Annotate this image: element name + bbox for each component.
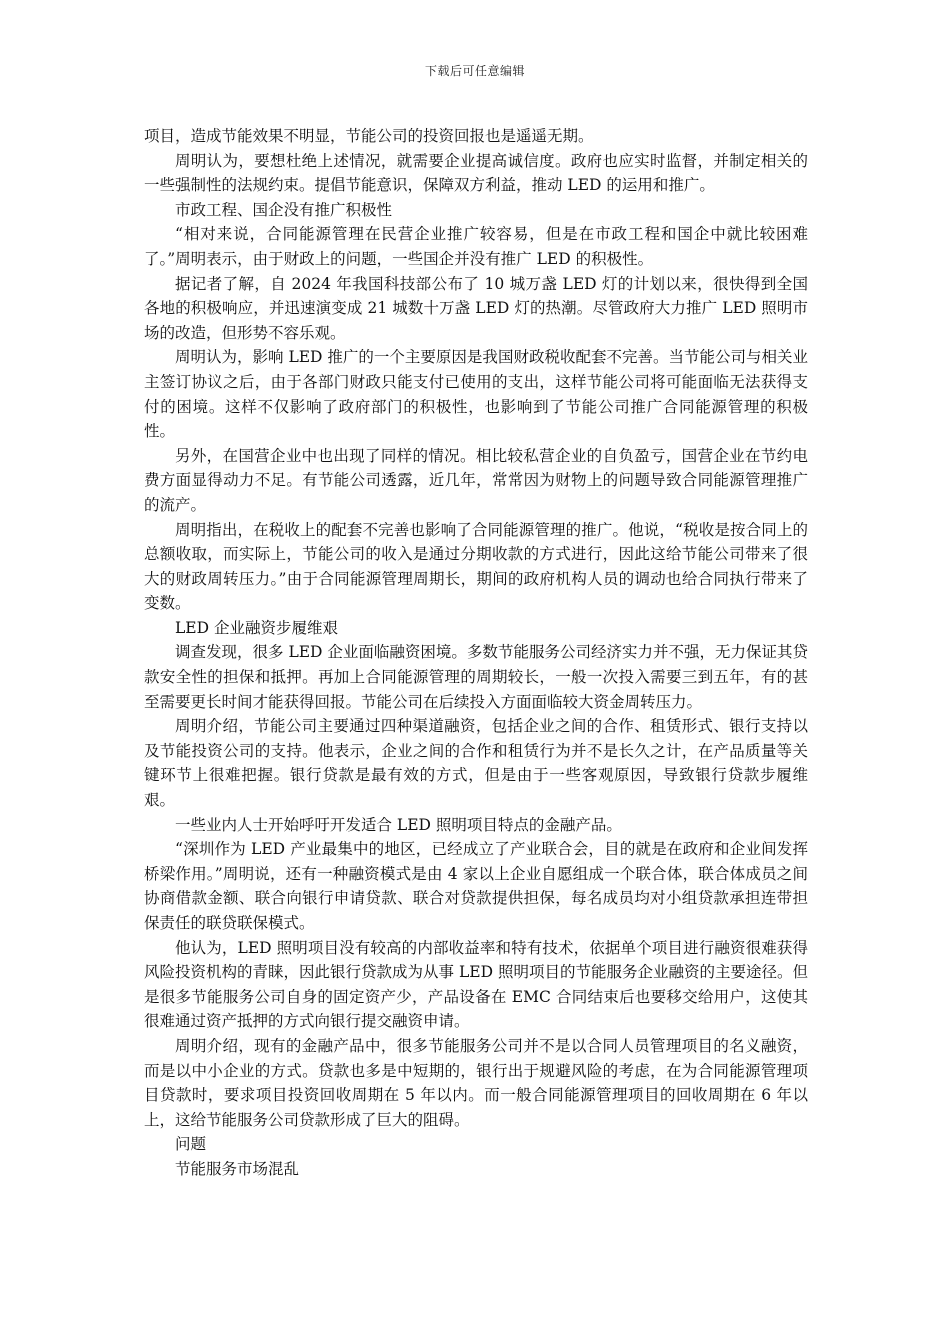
paragraph: 另外，在国营企业中也出现了同样的情况。相比较私营企业的自负盈亏，国营企业在节约电费方面显得动力不足。有节能公司透露，近几年，常常因为财物上的问题导致合同能源管理推广的流产。 bbox=[144, 446, 808, 514]
paragraph: 他认为，LED 照明项目没有较高的内部收益率和特有技术，依据单个项目进行融资很难获得风险投资机构的青睐，因此银行贷款成为从事 LED 照明项目的节能服务企业融资的主要途径。但是很多节能服务公司自身的固定资产少，产品设备在 EMC 合同结束后也要移交给用户，这使其很难通过资产抵押的方式向银行提交融资申请。 bbox=[144, 938, 808, 1031]
paragraph: “相对来说，合同能源管理在民营企业推广较容易，但是在市政工程和国企中就比较困难了。”周明表示，由于财政上的问题，一些国企并没有推广 LED 的积极性。 bbox=[144, 225, 808, 268]
paragraph: 周明认为，影响 LED 推广的一个主要原因是我国财政税收配套不完善。当节能公司与相关业主签订协议之后，由于各部门财政只能支付已使用的支出，这样节能公司将可能面临无法获得支付的困境。这样不仅影响了政府部门的积极性，也影响到了节能公司推广合同能源管理的积极性。 bbox=[144, 348, 808, 441]
paragraph: 周明介绍，现有的金融产品中，很多节能服务公司并不是以合同人员管理项目的名义融资，而是以中小企业的方式。贷款也多是中短期的，银行出于规避风险的考虑，在为合同能源管理项目贷款时，要求项目投资回收周期在 5 年以内。而一般合同能源管理项目的回收周期在 6 年以上，这给节能服务公司贷款形成了巨大的阻碍。 bbox=[144, 1036, 808, 1129]
section-heading: 节能服务市场混乱 bbox=[175, 1159, 300, 1178]
paragraph: 周明指出，在税收上的配套不完善也影响了合同能源管理的推广。他说，“税收是按合同上的总额收取，而实际上，节能公司的收入是通过分期收款的方式进行，因此这给节能公司带来了很大的财政周转压力。”由于合同能源管理周期长，期间的政府机构人员的调动也给合同执行带来了变数。 bbox=[144, 520, 808, 613]
paragraph: 据记者了解，自 2024 年我国科技部公布了 10 城万盏 LED 灯的计划以来，很快得到全国各地的积极响应，并迅速演变成 21 城数十万盏 LED 灯的热潮。尽管政府大力推广 LED 照明市场的改造，但形势不容乐观。 bbox=[144, 274, 808, 342]
paragraph: 调查发现，很多 LED 企业面临融资困境。多数节能服务公司经济实力并不强，无力保证其贷款安全性的担保和抵押。再加上合同能源管理的周期较长，一般一次投入需要三到五年，有的甚至需要更长时间才能获得回报。节能公司在后续投入方面面临较大资金周转压力。 bbox=[144, 643, 808, 711]
paragraph: 周明介绍，节能公司主要通过四种渠道融资，包括企业之间的合作、租赁形式、银行支持以及节能投资公司的支持。他表示，企业之间的合作和租赁行为并不是长久之计，在产品质量等关键环节上很难把握。银行贷款是最有效的方式，但是由于一些客观原因，导致银行贷款步履维艰。 bbox=[144, 717, 808, 810]
paragraph: “深圳作为 LED 产业最集中的地区，已经成立了产业联合会，目的就是在政府和企业间发挥桥梁作用。”周明说，还有一种融资模式是由 4 家以上企业自愿组成一个联合体，联合体成员之间协商借款金额、联合向银行申请贷款、联合对贷款提供担保，每名成员均对小组贷款承担连带担保责任的联贷联保模式。 bbox=[144, 840, 808, 932]
section-heading: 问题 bbox=[175, 1135, 207, 1154]
paragraph-continued: 项目，造成节能效果不明显，节能公司的投资回报也是遥遥无期。 bbox=[144, 127, 594, 145]
paragraph: 周明认为，要想杜绝上述情况，就需要企业提高诚信度。政府也应实时监督，并制定相关的一些强制性的法规约束。提倡节能意识，保障双方利益，推动 LED 的运用和推广。 bbox=[144, 151, 808, 195]
document-body bbox=[144, 124, 808, 1182]
section-heading: 市政工程、国企没有推广积极性 bbox=[175, 200, 393, 219]
section-heading: LED 企业融资步履维艰 bbox=[175, 618, 338, 637]
paragraph: 一些业内人士开始呼吁开发适合 LED 照明项目特点的金融产品。 bbox=[175, 815, 622, 834]
page-header-note: 下载后可任意编辑 bbox=[424, 64, 525, 78]
